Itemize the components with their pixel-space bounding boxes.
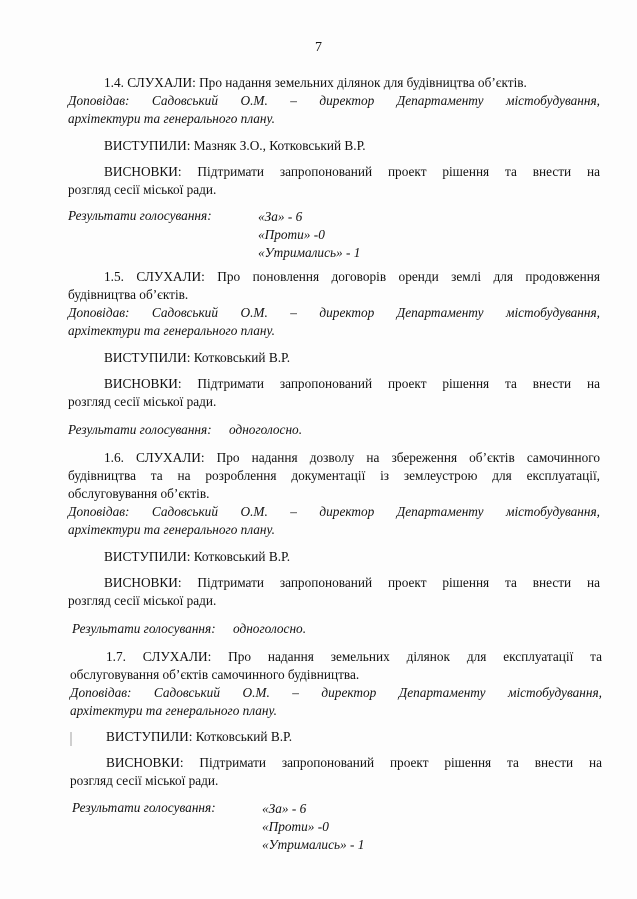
- section-1-7-reporter: Доповідав: Садовський О.М. – директор Департаменту містобудування, архітектури та генерального плану.: [70, 685, 602, 718]
- vote-abstained: «Утримались» - 1: [262, 837, 365, 852]
- vote-against: «Проти» -0: [258, 227, 325, 242]
- vote-for: «За» - 6: [262, 801, 307, 816]
- section-1-5-heard: 1.5. СЛУХАЛИ: Про поновлення договорів оренди землі для продовження будівництва об’єктів.: [68, 269, 600, 302]
- section-1-5-conclusions: ВИСНОВКИ: Підтримати запропонований проект рішення та внести на розгляд сесії міської ради.: [68, 376, 600, 409]
- section-1-5-reporter: Доповідав: Садовський О.М. – директор Департаменту містобудування, архітектури та генерального плану.: [68, 305, 600, 338]
- vote-against: «Проти» -0: [262, 819, 329, 834]
- section-1-6-heard: 1.6. СЛУХАЛИ: Про надання дозволу на збереження об’єктів самочинного будівництва та на розроблення документації із землеустрою для експлуатації, обслуговування об’єктів.: [68, 450, 600, 501]
- section-1-6-spoke: ВИСТУПИЛИ: Котковський В.Р.: [104, 549, 291, 564]
- section-1-4-spoke: ВИСТУПИЛИ: Мазняк З.О., Котковський В.Р.: [104, 138, 366, 153]
- reporter-line: Доповідав: Садовський О.М. – директор Департаменту містобудування,: [68, 93, 600, 108]
- vote-abstained: «Утримались» - 1: [258, 245, 361, 260]
- section-1-5-spoke: ВИСТУПИЛИ: Котковський В.Р.: [104, 350, 291, 365]
- reporter-line: архітектури та генерального плану.: [68, 111, 275, 126]
- vote-results: [262, 800, 364, 854]
- section-1-7-conclusions: ВИСНОВКИ: Підтримати запропонований проект рішення та внести на розгляд сесії міської ради.: [70, 755, 602, 788]
- section-1-7-heard: 1.7. СЛУХАЛИ: Про надання земельних ділянок для експлуатації та обслуговування об’єктів самочинного будівництва.: [70, 649, 602, 682]
- section-1-6-reporter: Доповідав: Садовський О.М. – директор Департаменту містобудування, архітектури та генерального плану.: [68, 504, 600, 537]
- section-1-4-heard: [68, 74, 600, 92]
- vote-result: одноголосно.: [229, 422, 303, 437]
- section-1-7-spoke: ВИСТУПИЛИ: Котковський В.Р.: [106, 729, 293, 744]
- page-number: 7: [315, 40, 322, 55]
- vote-label: Результати голосування:: [72, 621, 216, 636]
- section-1-6-conclusions: ВИСНОВКИ: Підтримати запропонований проект рішення та внести на розгляд сесії міської ради.: [68, 575, 600, 608]
- vote-results: [258, 208, 360, 262]
- vote-label: Результати голосування:: [68, 208, 212, 223]
- section-1-4-reporter: [68, 92, 600, 128]
- section-1-4-conclusions: ВИСНОВКИ: Підтримати запропонований проект рішення та внести на розгляд сесії міської ради.: [68, 164, 600, 197]
- vote-label: Результати голосування:: [68, 422, 212, 437]
- vote-label: Результати голосування:: [72, 800, 216, 815]
- vote-for: «За» - 6: [258, 209, 303, 224]
- vote-result: одноголосно.: [233, 621, 307, 636]
- heard-line: 1.4. СЛУХАЛИ: Про надання земельних ділянок для будівництва об’єктів.: [104, 75, 527, 90]
